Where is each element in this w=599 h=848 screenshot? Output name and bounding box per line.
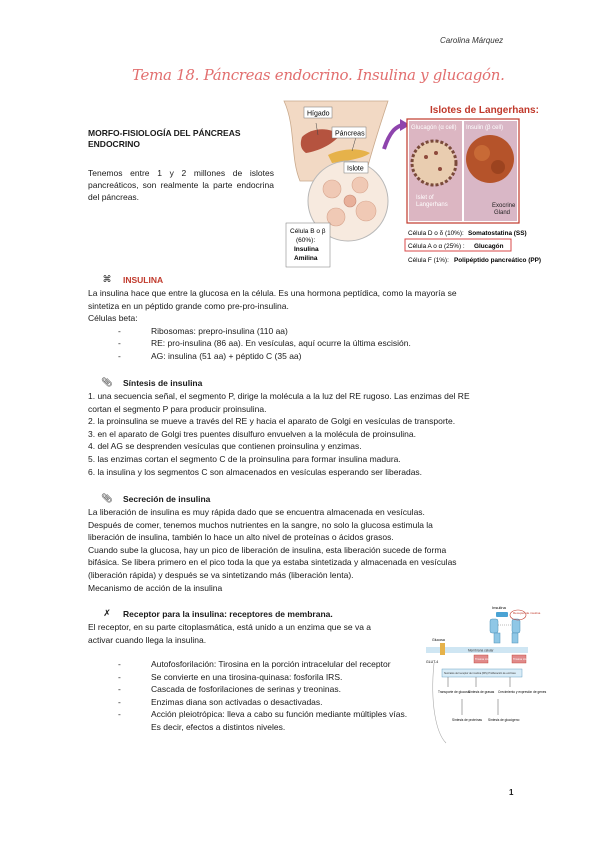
insulina-heading-text: INSULINA bbox=[123, 274, 164, 285]
author-name: Carolina Márquez bbox=[440, 36, 504, 45]
label-glucagon-cell: Glucagón (α cell) bbox=[411, 125, 457, 131]
label-insulin-cell: Insulin (β cell) bbox=[466, 125, 504, 131]
secrecion-line: Mecanismo de acción de la insulina bbox=[88, 582, 223, 593]
label-islet-of: Islet of bbox=[416, 195, 434, 201]
secrecion-line: (liberación rápida) y después se va sintetizando más (liberación lenta). bbox=[88, 569, 354, 580]
sintesis-line: 2. la proinsulina se mueve a través del RE y hacia el aparato de Golgi en vesículas de transporte. bbox=[88, 416, 456, 427]
sintesis-line: 4. del AG se desprenden vesículas que contienen proinsulina y enzimas. bbox=[88, 441, 362, 452]
label-cell-d-hormone: Somatostatina (SS) bbox=[468, 230, 527, 237]
islets-header: Islotes de Langerhans: bbox=[430, 105, 539, 116]
label-cell-a: Célula A o α (25%) : bbox=[408, 243, 465, 250]
label-cell-b-4: Amilina bbox=[294, 255, 318, 262]
label-langerhans: Langerhans bbox=[416, 202, 448, 208]
list-item: - Autofosforilación: Tirosina en la porción intracelular del receptor bbox=[118, 658, 414, 671]
page-number: 1 bbox=[509, 788, 514, 797]
fig2-label-glucogeno: Síntesis de glucógeno bbox=[488, 718, 520, 722]
fig2-label-tirosina-2: Tirosina cinasa bbox=[513, 658, 531, 661]
label-gland: Gland bbox=[494, 210, 511, 216]
receptor-body bbox=[88, 621, 420, 646]
islets-figure bbox=[266, 97, 541, 272]
insulin-receptor-figure bbox=[426, 603, 547, 763]
fig2-label-crecimiento: Crecimiento y expresión de genes bbox=[498, 690, 547, 694]
fig2-label-grasas: Síntesis de grasas bbox=[468, 690, 495, 694]
fig2-label-sustratos: Sustratos del receptor de insulina (IRS) Proliferación de enzimas bbox=[444, 672, 516, 675]
secrecion-body bbox=[88, 506, 518, 594]
list-item: - Ribosomas: prepro-insulina (110 aa) bbox=[118, 325, 518, 338]
secrecion-line: liberación de insulina, también lo hace un alto nivel de proteínas o ácidos grasos. bbox=[88, 532, 394, 543]
fig2-label-receptor: Receptor de insulina bbox=[513, 611, 541, 615]
insulina-line: Células beta: bbox=[88, 313, 138, 324]
receptor-line: activar cuando llega la insulina. bbox=[88, 634, 207, 645]
list-item: - Acción pleiotrópica: lleva a cabo su función mediante múltiples vías. Es decir, efectos a distintos niveles. bbox=[118, 708, 414, 733]
label-cell-f-hormone: Polipéptido pancreático (PP) bbox=[454, 257, 541, 264]
list-item: - RE: pro-insulina (86 aa). En vesículas, aquí ocurre la última escisión. bbox=[118, 337, 518, 350]
label-cell-d: Célula D o δ (10%): bbox=[408, 230, 464, 237]
label-exocrine: Exocrine bbox=[492, 203, 516, 209]
label-cell-b-1: Célula B o β bbox=[290, 228, 326, 235]
label-higado: Hígado bbox=[307, 110, 330, 118]
fig2-label-proteinas: Síntesis de proteínas bbox=[452, 718, 482, 722]
label-cell-b-3: Insulina bbox=[294, 246, 319, 253]
list-item: - Cascada de fosforilaciones de serinas y treoninas. bbox=[118, 683, 414, 696]
sintesis-line: 3. en el aparato de Golgi tres puentes disulfuro envuelven a la molécula de proinsulina. bbox=[88, 428, 416, 439]
list-item: - AG: insulina (51 aa) + péptido C (35 aa) bbox=[118, 350, 518, 363]
insulina-line: La insulina hace que entre la glucosa en la célula. Es una hormona peptídica, como la mayoría se bbox=[88, 288, 457, 298]
insulina-heading bbox=[101, 274, 163, 285]
cross-icon: ✗ bbox=[103, 608, 111, 618]
beta-cell-list bbox=[118, 325, 518, 363]
fig2-label-transporte: Transporte de glucosa bbox=[438, 690, 470, 694]
secrecion-heading-text: Secreción de insulina bbox=[123, 493, 211, 504]
insulina-line: sintetiza en un péptido grande como pre-pro-insulina. bbox=[88, 300, 289, 311]
fig2-label-tirosina: Tirosina cinasa bbox=[475, 658, 493, 661]
secrecion-line: Después de comer, tenemos muchos nutrientes en la sangre, no solo la glucosa estimula la bbox=[88, 519, 433, 530]
secrecion-line: La liberación de insulina es muy rápida dado que se encuentra almacenada en vesículas. bbox=[88, 507, 425, 517]
receptor-line: El receptor, en su parte citoplasmática, está unido a un enzima que se va a bbox=[88, 622, 372, 632]
sintesis-line: 6. la insulina y los segmentos C son almacenados en vesículas esperando ser liberadas. bbox=[88, 466, 423, 477]
label-pancreas: Páncreas bbox=[335, 130, 365, 138]
sintesis-heading-text: Síntesis de insulina bbox=[123, 377, 203, 388]
secrecion-line: bifásica. Se libera primero en el pico toda la que ya estaba sintetizada y almacenada en vesículas bbox=[88, 557, 457, 568]
sintesis-line: 1. una secuencia señal, el segmento P, dirige la molécula a la luz del RE rugoso. Las enzimas del RE bbox=[88, 391, 470, 401]
receptor-list bbox=[118, 658, 414, 734]
insulina-body bbox=[88, 287, 518, 363]
fig2-label-glut4: GLUT-4 bbox=[426, 660, 439, 664]
label-cell-b-2: (60%): bbox=[296, 237, 316, 244]
secrecion-heading bbox=[101, 493, 210, 504]
label-islote: Islote bbox=[347, 165, 364, 173]
morfo-intro: Tenemos entre 1 y 2 millones de islotes pancreáticos, son realmente la parte endocrina del páncreas. bbox=[88, 168, 274, 202]
receptor-heading-text: Receptor para la insulina: receptores de membrana. bbox=[123, 608, 333, 619]
command-icon: ⌘ bbox=[102, 274, 112, 284]
label-cell-f: Célula F (1%): bbox=[408, 257, 449, 264]
morfo-heading: MORFO-FISIOLOGÍA DEL PÁNCREAS ENDOCRINO bbox=[88, 128, 241, 149]
fig2-label-membrana: Membrana celular bbox=[468, 648, 494, 653]
list-item: - Enzimas diana son activadas o desactivadas. bbox=[118, 696, 414, 709]
paperclip-icon: 📎︎ bbox=[101, 377, 113, 387]
sintesis-body bbox=[88, 390, 518, 478]
receptor-heading bbox=[101, 608, 333, 619]
label-cell-a-hormone: Glucagón bbox=[474, 243, 504, 250]
list-item: - Se convierte en una tirosina-quinasa: fosforila IRS. bbox=[118, 671, 414, 684]
fig2-label-glucosa: Glucosa bbox=[432, 638, 445, 642]
paperclip-icon: 📎︎ bbox=[101, 493, 113, 503]
secrecion-line: Cuando sube la glucosa, hay un pico de liberación de insulina, esta liberación sucede de forma bbox=[88, 544, 447, 555]
sintesis-line: 5. las enzimas cortan el segmento C de la proinsulina para formar insulina madura. bbox=[88, 453, 401, 464]
page-title: Tema 18. Páncreas endocrino. Insulina y glucagón. bbox=[132, 66, 505, 84]
sintesis-heading bbox=[101, 377, 202, 388]
sintesis-line: cortan el segmento P para producir proinsulina. bbox=[88, 403, 267, 414]
fig2-label-insulina: Insulina bbox=[492, 605, 506, 610]
